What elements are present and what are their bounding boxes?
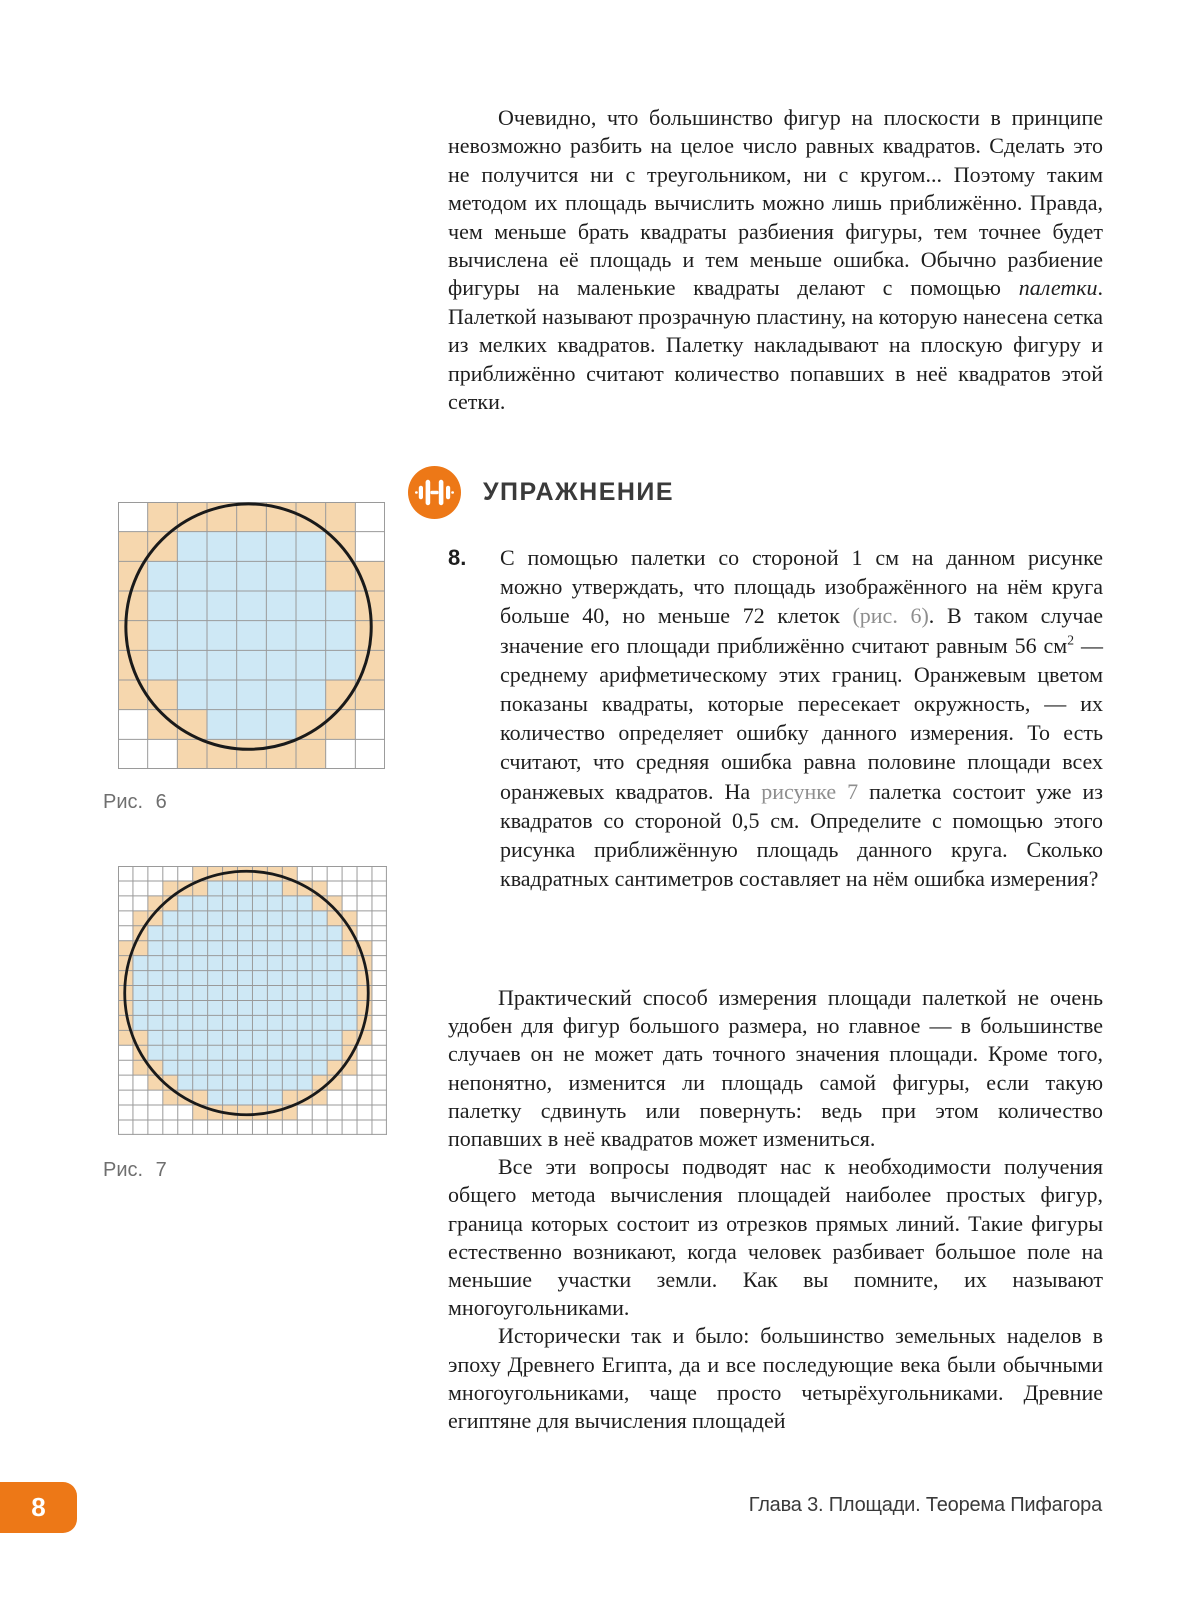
figure-6 [103,502,385,813]
figure-7-caption: Рис. 7 [103,1159,167,1181]
palette-grid-1cm [118,502,385,769]
exercise-item [448,543,1103,893]
page-number: 8 [31,1492,46,1522]
exercise-heading: УПРАЖНЕНИЕ [483,478,675,506]
body-paragraphs [448,984,1103,1435]
paragraph: Исторически так и было: большинство земельных наделов в эпоху Древнего Египта, да и все последующие века были обычными многоугольниками, чаще просто четырёхугольниками. Древние египтяне для вычисления площадей [448,1323,1103,1434]
dumbbell-icon [408,466,461,519]
figure-6-caption: Рис. 6 [103,791,167,813]
exercise-text: С помощью палетки со стороной 1 см на данном рисунке можно утверждать, что площадь изображённого на нём круга больше 40, но меньше 72 клеток (рис. 6). В таком случае значение его площади приближённо считают равным 56 $см^2$ — среднему арифметическому этих границ. Оранжевым цветом показаны квадраты, которые пересекает окружность, — их количество определяет ошибку данного измерения. То есть считают, что средняя ошибка равна половине площади всех оранжевых квадратов. На рисунке 7 палетка состоит уже из квадратов со стороной 0,5 см. Определите с помощью этого рисунка приближённую площадь данного круга. Сколько квадратных сантиметров составляет на нём ошибка измерения? [500,545,1104,892]
intro-paragraph: Очевидно, что большинство фигур на плоскости в принципе невозможно разбить на целое число равных квадратов. Сделать это не получится ни с треугольником, ни с кругом... Поэтому таким методом их площадь вычислить можно лишь приближённо. Правда, чем меньше брать квадраты разбиения фигуры, тем точнее будет вычислена её площадь и тем меньше ошибка. Обычно разбиение фигуры на маленькие квадраты делают с помощью палетки. Палеткой называют прозрачную пластину, на которую нанесена сетка из мелких квадратов. Палетку накладывают на плоскую фигуру и приближённо считают количество попавших в неё квадратов этой сетки. [448,105,1103,415]
exercise-number: 8. [448,545,467,570]
page-number-tab [0,1482,77,1533]
exercise-header [408,466,674,519]
chapter-title: Глава 3. Площади. Теорема Пифагора [748,1494,1102,1516]
paragraph: Все эти вопросы подводят нас к необходимости получения общего метода вычисления площадей наиболее простых фигур, граница которых состоит из отрезков прямых линий. Такие фигуры естественно возникают, когда человек разбивает большое поле на меньшие участки земли. Как вы помните, их называют многоугольниками. [448,1154,1103,1321]
figure-7 [103,866,387,1181]
palette-grid-halfcm [118,866,387,1135]
paragraph: Практический способ измерения площади палеткой не очень удобен для фигур большого размера, но главное — в большинстве случаев он не может дать точного значения площади. Кроме того, непонятно, изменится ли площадь самой фигуры, если такую палетку сдвинуть или повернуть: ведь при этом количество попавших в неё квадратов может измениться. [448,985,1103,1152]
